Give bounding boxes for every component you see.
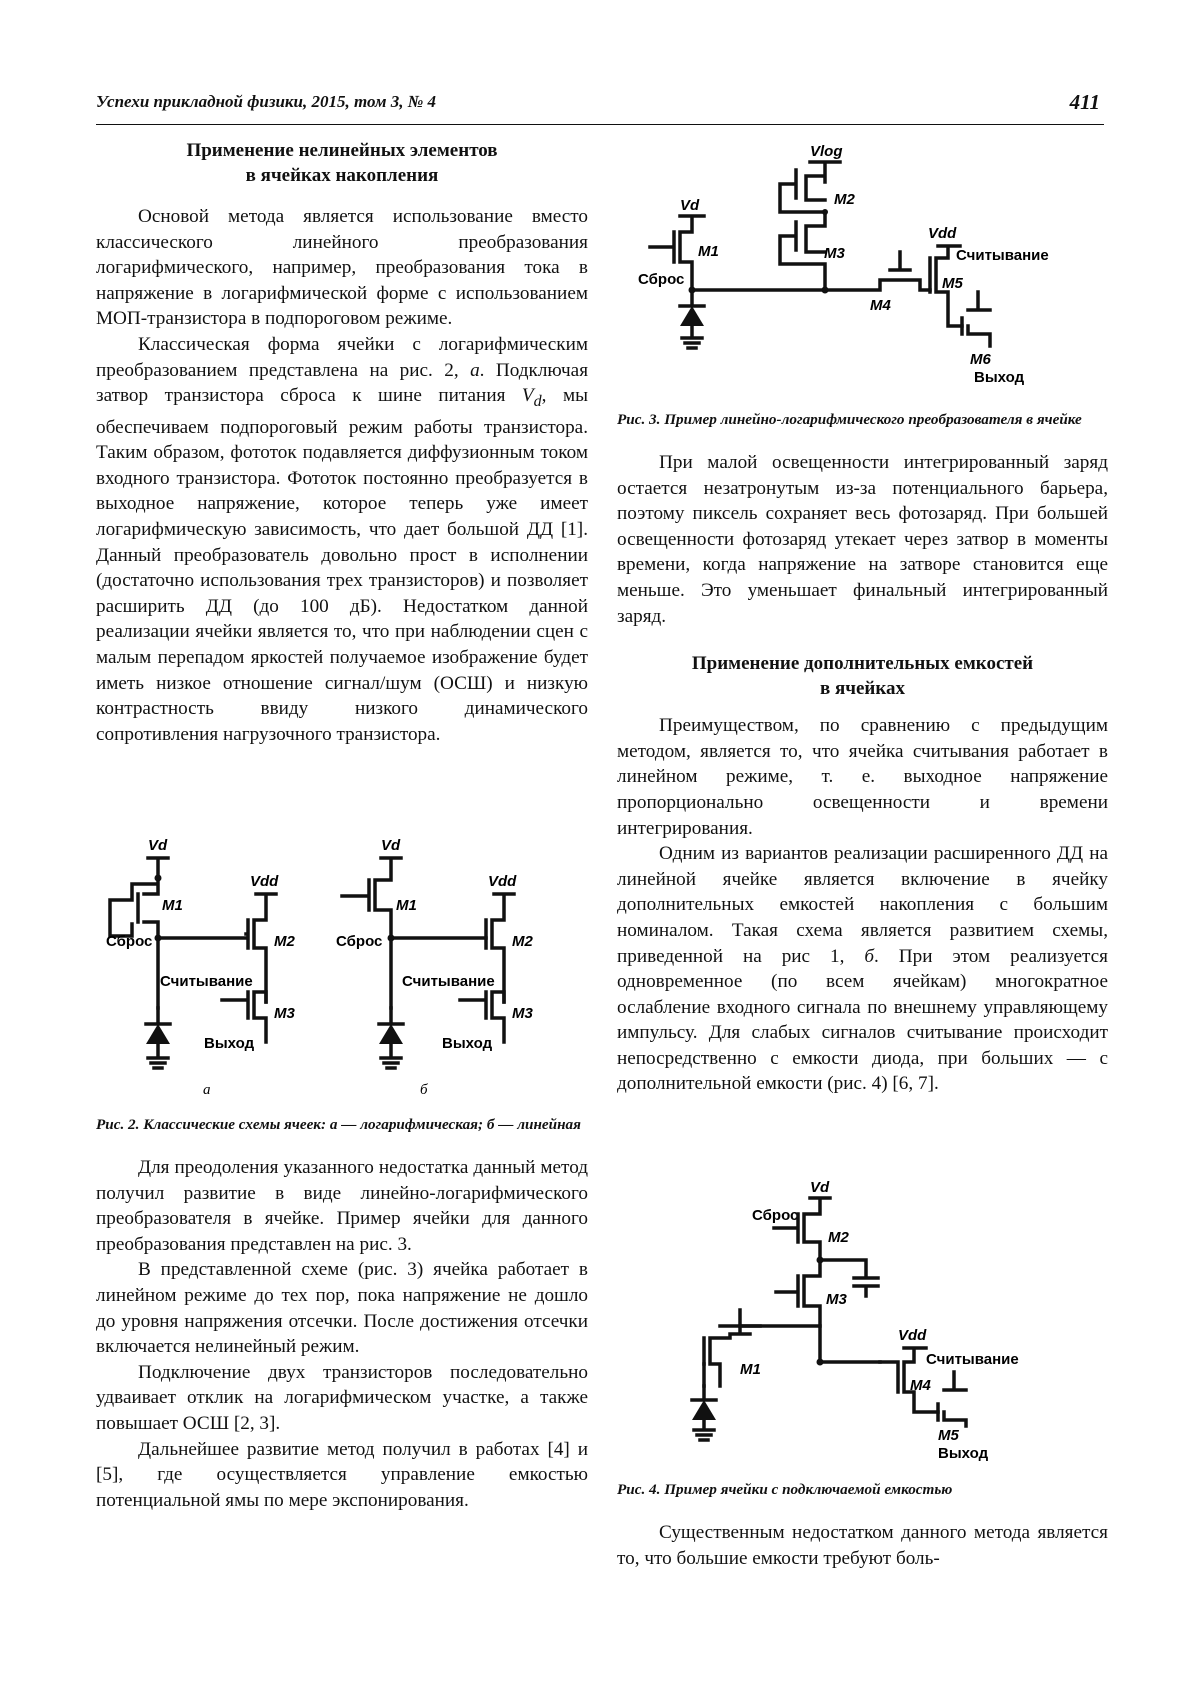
page-number: 411 [1069,90,1100,114]
fig2b-vd-label: Vd [381,837,401,854]
section-title-2 [617,651,1108,701]
circuit-a [106,837,295,1098]
fig3-vlog-label: Vlog [810,143,843,160]
fig2b-m3-label: M3 [512,1005,533,1022]
fig3-vd-label: Vd [680,197,700,214]
circuit-b [336,837,533,1098]
fig3-read-label: Считывание [956,247,1049,264]
fig2a-m3-label: M3 [274,1005,295,1022]
fig2a-vdd-label: Vdd [250,873,279,890]
fig4-m5-label: M5 [938,1427,959,1444]
fig3-out-label: Выход [974,369,1025,386]
fig4-m2-label: M2 [828,1229,849,1246]
right-paragraph-3: Одним из вариантов реализации расширенного ДД на линейной ячейке является включение в ячейку дополнительных емкостей накопления с большим номиналом. Такая схема является развитием схемы, приведенной на рис 1, б. При этом реализуется одновременное (по всем ячейкам) многократное ослабление входного сигнала по внешнему управляющему импульсу. Для слабых сигналов считывание происходит непосредственно с емкости диода, при больших — с дополнительной емкости (рис. 4) [6, 7]. [617,843,1108,1095]
fig4-vd-label: Vd [810,1179,830,1196]
right-column-bottom [617,1480,1108,1571]
fig3-caption: Рис. 3. Пример линейно-логарифмического преобразователя в ячейке [617,411,1082,428]
fig2b-read-label: Считывание [402,973,495,990]
fig2-sub-b: б [420,1082,428,1098]
fig3-m3-label: M3 [824,245,845,262]
fig3-m6-label: M6 [970,351,991,368]
fig2b-reset-label: Сброс [336,933,383,950]
fig2b-vdd-label: Vdd [488,873,517,890]
fig3-m4-label: M4 [870,297,891,314]
fig3-vdd-label: Vdd [928,225,957,242]
fig2-caption: Рис. 2. Классические схемы ячеек: а — логарифмическая; б — линейная [96,1116,581,1133]
left-paragraph-5: Подключение двух транзисторов последовательно удваивает отклик на логарифмическом участке, а также повышает ОСШ [2, 3]. [96,1361,588,1434]
left-paragraph-2: Классическая форма ячейки с логарифмическим преобразованием представлена на рис. 2, а. Подключая затвор транзистора сброса к шине питания $V_d$, мы обеспечиваем подпороговый режим работы транзистора. Таким образом, фототок подавляется диффузионным током входного транзистора. Фототок постоянно преобразуется в выходное напряжение, которое теперь уже имеет логарифмическую зависимость, что дает большой ДД [1]. Данный преобразователь довольно прост в исполнении (достаточно использования трех транзисторов) и позволяет расширить ДД (до 100 дБ). Недостатком данной реализации ячейки является то, что при наблюдении сцен с малым перепадом яркостей получаемое изображение будет иметь низкое отношение сигнал/шум (ОСШ) и низкую контрастность ввиду низкого динамического сопротивления нагрузочного транзистора. [96,333,589,745]
fig3-m5-label: M5 [942,275,963,292]
left-column-top [96,138,588,747]
right-paragraph-1: При малой освещенности интегрированный заряд остается незатронутым из-за потенциального барьера, поэтому пиксель сохраняет весь фотозаряд. При большей освещенности фотозаряд утекает через затвор в моменты времени, когда напряжение на затворе становится еще меньше. Это уменьшает финальный интегрированный заряд. [617,452,1108,627]
fig4-caption: Рис. 4. Пример ячейки с подключаемой емкостью [617,1481,953,1498]
right-column [617,410,1108,1097]
figure-2-diagram [96,836,596,1106]
left-paragraph-6: Дальнейшее развитие метод получил в работах [4] и [5], где осуществляется управление емкостью потенциальной ямы по мере экспонирования. [96,1438,588,1511]
fig2a-read-label: Считывание [160,973,253,990]
fig4-read-label: Считывание [926,1351,1019,1368]
fig4-reset-label: Сброс [752,1207,799,1224]
header-rule [96,124,1104,125]
fig2a-reset-label: Сброс [106,933,153,950]
figure-3-diagram [638,142,1060,386]
fig2a-out-label: Выход [204,1035,255,1052]
section-title-1-line2: в ячейках накопления [245,165,439,186]
section-title-1-line1: Применение нелинейных элементов [186,140,498,161]
fig3-m1-label: M1 [698,243,719,260]
right-paragraph-4: Существенным недостатком данного метода является то, что большие емкости требуют боль- [617,1522,1108,1569]
fig2a-m1-label: M1 [162,897,183,914]
fig2a-m2-label: M2 [274,933,295,950]
journal-header: Успехи прикладной физики, 2015, том 3, № 4 [96,92,437,111]
fig4-vdd-label: Vdd [898,1327,927,1344]
fig3-reset-label: Сброс [638,271,685,288]
fig2-sub-a: а [203,1082,211,1098]
fig2b-m1-label: M1 [396,897,417,914]
fig2b-out-label: Выход [442,1035,493,1052]
right-paragraph-2: Преимуществом, по сравнению с предыдущим методом, является то, что ячейка считывания работает в линейном режиме, т. е. выходное напряжение пропорционально освещенности и времени интегрирования. [617,715,1108,839]
fig4-m1-label: M1 [740,1361,761,1378]
left-column-bottom [96,1115,588,1513]
fig4-m3-label: M3 [826,1291,847,1308]
section-title-2-line1: Применение дополнительных емкостей [691,653,1034,675]
fig4-out-label: Выход [938,1445,989,1462]
figure-4-diagram [680,1176,1080,1462]
fig2a-vd-label: Vd [148,837,168,854]
left-paragraph-4: В представленной схеме (рис. 3) ячейка работает в линейном режиме до тех пор, пока напряжение не дошло до уровня напряжения отсечки. После достижения отсечки включается нелинейный режим. [96,1259,588,1358]
left-paragraph-1: Основой метода является использование вместо классического линейного преобразования логарифмического, например, преобразования тока в напряжение в логарифмической форме с использованием МОП-транзистора в подпороговом режиме. [96,206,588,330]
fig4-m4-label: M4 [910,1377,931,1394]
fig3-m2-label: M2 [834,191,855,208]
left-paragraph-3: Для преодоления указанного недостатка данный метод получил развитие в виде линейно-логарифмического преобразователя в ячейке. Пример ячейки для данного преобразования представлен на рис. 3. [96,1157,588,1255]
section-title-1 [96,138,588,188]
section-title-2-line2: в ячейках [819,678,906,700]
fig2b-m2-label: M2 [512,933,533,950]
